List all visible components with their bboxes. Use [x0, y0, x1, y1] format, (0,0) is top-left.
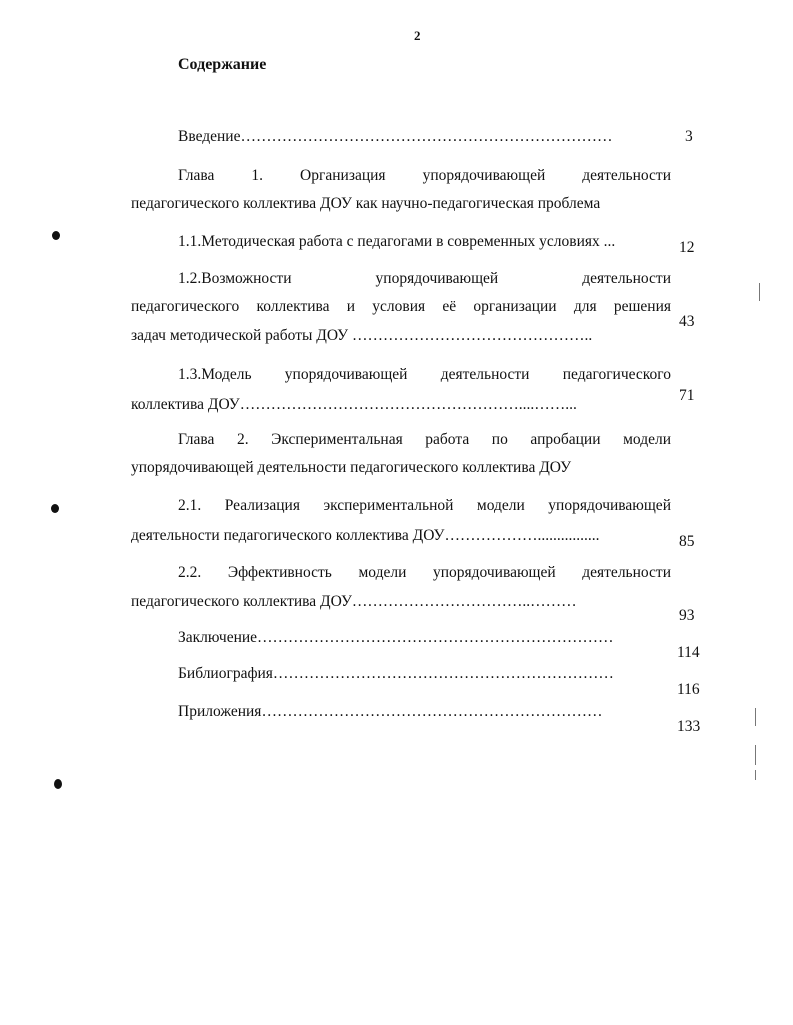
toc-entry-1-1: 1.1.Методическая работа с педагогами в современных условиях ...: [178, 233, 616, 250]
toc-entry-1-2-line-1: 1.2.Возможности упорядочивающей деятельности: [178, 270, 671, 287]
scan-speck: [54, 779, 62, 789]
toc-entry-2-1-line-1: 2.1. Реализация экспериментальной модели упорядочивающей: [178, 497, 671, 514]
toc-entry-2-1-line-2: деятельности педагогического коллектива ДОУ………………................: [131, 527, 600, 544]
toc-page-2-2: 93: [679, 607, 695, 624]
scan-mark: [755, 708, 756, 726]
toc-page-bibliography: 116: [677, 681, 700, 698]
toc-page-2-1: 85: [679, 533, 695, 550]
toc-entry-2-2-line-2: педагогического коллектива ДОУ……………………………..………: [131, 593, 577, 610]
toc-chapter-2-line-1: Глава 2. Экспериментальная работа по апробации модели: [178, 431, 671, 448]
scan-speck: [52, 231, 60, 240]
toc-page-appendix: 133: [677, 718, 701, 735]
toc-entry-intro: Введение………………………………………………………………: [178, 128, 613, 145]
toc-entry-appendix: Приложения…………………………………………………………: [178, 703, 603, 720]
toc-entry-2-2-line-1: 2.2. Эффективность модели упорядочивающей деятельности: [178, 564, 671, 581]
toc-chapter-2-line-2: упорядочивающей деятельности педагогического коллектива ДОУ: [131, 459, 572, 476]
toc-chapter-1-line-2: педагогического коллектива ДОУ как научно-педагогическая проблема: [131, 195, 601, 212]
scan-speck: [51, 504, 59, 513]
scan-mark: [755, 745, 756, 765]
toc-entry-conclusion: Заключение……………………………………………………………: [178, 629, 614, 646]
toc-page-1-3: 71: [679, 387, 695, 404]
toc-page-intro: 3: [685, 128, 693, 145]
scan-mark: [759, 283, 760, 301]
page-title: Содержание: [178, 56, 267, 73]
toc-entry-1-3-line-1: 1.3.Модель упорядочивающей деятельности педагогического: [178, 366, 671, 383]
toc-entry-1-2-line-2: педагогического коллектива и условия её организации для решения: [131, 298, 671, 315]
scan-mark: [755, 770, 756, 780]
toc-page-1-2: 43: [679, 313, 695, 330]
toc-entry-1-3-line-2: коллектива ДОУ………………………………………………....……...: [131, 396, 577, 413]
toc-entry-bibliography: Библиография…………………………………………………………: [178, 665, 614, 682]
toc-page-conclusion: 114: [677, 644, 700, 661]
toc-page-1-1: 12: [679, 239, 695, 256]
toc-chapter-1-line-1: Глава 1. Организация упорядочивающей деятельности: [178, 167, 671, 184]
page-number: 2: [414, 28, 421, 43]
toc-entry-1-2-line-3: задач методической работы ДОУ ………………………………………..: [131, 327, 593, 344]
